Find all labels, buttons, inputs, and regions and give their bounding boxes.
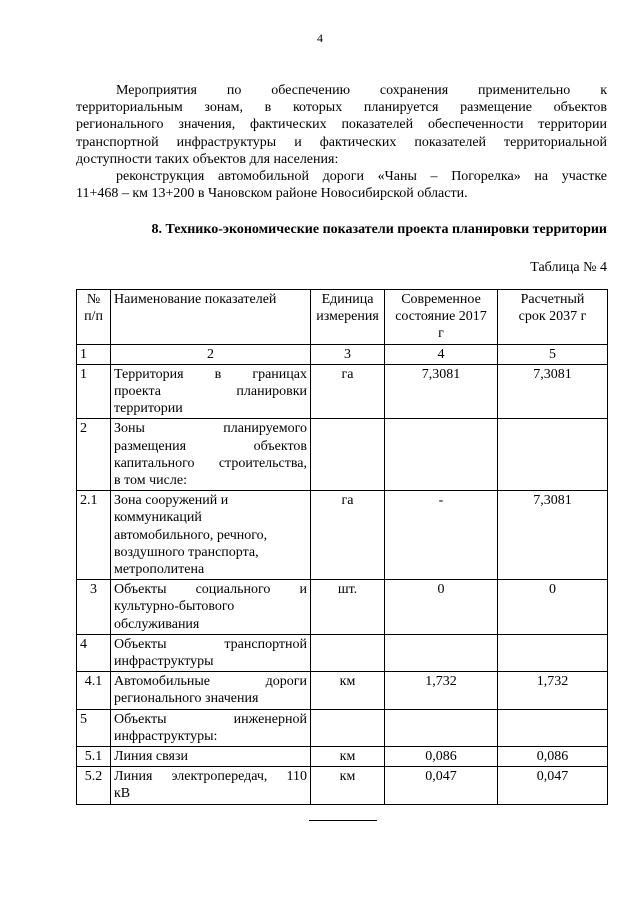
row-number-cell: 4 (77, 634, 111, 671)
row-name-line: коммуникаций (114, 510, 202, 526)
header-text: Единица (321, 292, 374, 307)
row-current-cell: 0,047 (385, 767, 498, 804)
intro-line: Мероприятия по обеспечению сохранения применительно к (116, 83, 607, 98)
row-planned-cell: 0,086 (498, 747, 608, 767)
item-line: 11+468 – км 13+200 в Чановском районе Новосибирской области. (76, 186, 468, 202)
row-current-cell: 0,086 (385, 747, 498, 767)
row-name-line: капитального строительства, (114, 455, 307, 471)
table-row (77, 672, 608, 709)
row-name-cell (111, 491, 311, 580)
row-name-line: Линия электропередач, 110 (114, 769, 307, 785)
row-number-cell: 3 (77, 580, 111, 635)
row-name-line: размещения объектов (114, 438, 307, 454)
row-unit-cell: шт. (311, 580, 385, 635)
header-text: измерения (316, 309, 379, 325)
header-planned (498, 290, 608, 345)
header-text: г (438, 326, 444, 342)
row-unit-cell: км (311, 672, 385, 709)
table-row (77, 419, 608, 491)
index-cell: 1 (77, 344, 111, 364)
section-heading: 8. Технико-экономические показатели проекта планировки территории (151, 222, 607, 237)
row-name-line: Зона сооружений и (114, 493, 229, 509)
header-text: состояние 2017 (395, 309, 487, 325)
header-name: Наименование показателей (111, 290, 311, 345)
row-unit-cell: га (311, 364, 385, 419)
table-row (77, 709, 608, 746)
table-header-row (77, 290, 608, 345)
table-row (77, 580, 608, 635)
row-number-cell: 4.1 (77, 672, 111, 709)
header-num (77, 290, 111, 345)
table-row (77, 364, 608, 419)
row-name-line: Объекты инженерной (114, 711, 307, 727)
row-current-cell: 0 (385, 580, 498, 635)
row-number-cell: 5.1 (77, 747, 111, 767)
row-name-line: Линия связи (114, 749, 189, 765)
row-planned-cell: 0 (498, 580, 608, 635)
row-name-line: Объекты транспортной (114, 636, 307, 652)
row-current-cell (385, 709, 498, 746)
row-planned-cell (498, 709, 608, 746)
row-name-line: Автомобильные дороги (114, 674, 307, 690)
row-name-cell (111, 580, 311, 635)
row-name-line: обслуживания (114, 616, 200, 632)
footer-rule (309, 820, 377, 821)
row-name-cell (111, 672, 311, 709)
table-index-row (77, 344, 608, 364)
row-name-line: в том числе: (114, 473, 187, 489)
row-name-cell (111, 709, 311, 746)
row-unit-cell: км (311, 747, 385, 767)
table-row (77, 767, 608, 804)
row-number-cell: 2 (77, 419, 111, 491)
row-planned-cell: 1,732 (498, 672, 608, 709)
row-name-line: культурно-бытового (114, 599, 235, 615)
index-cell: 5 (498, 344, 608, 364)
row-current-cell: - (385, 491, 498, 580)
row-current-cell: 1,732 (385, 672, 498, 709)
row-name-cell (111, 747, 311, 767)
row-name-line: автомобильного, речного, (114, 527, 268, 543)
item-paragraph (76, 168, 607, 202)
row-unit-cell (311, 709, 385, 746)
row-name-line: воздушного транспорта, (114, 544, 259, 560)
intro-line: территориальным зонам, в которых планируется размещение объектов (76, 100, 607, 116)
row-name-line: инфраструктуры (114, 654, 214, 670)
row-unit-cell: км (311, 767, 385, 804)
row-number-cell: 5.2 (77, 767, 111, 804)
indicators-table (76, 289, 608, 805)
header-text: № (86, 292, 101, 307)
intro-line: доступности таких объектов для населения: (76, 151, 339, 167)
row-planned-cell: 7,3081 (498, 491, 608, 580)
row-name-line: кВ (114, 786, 131, 802)
row-name-cell (111, 419, 311, 491)
header-text: Современное (401, 292, 481, 307)
row-unit-cell (311, 634, 385, 671)
row-name-line: метрополитена (114, 562, 205, 578)
row-number-cell: 5 (77, 709, 111, 746)
row-name-line: Территория в границах (114, 366, 307, 382)
row-name-line: территории (114, 401, 183, 417)
header-text: Расчетный (520, 292, 585, 307)
row-planned-cell (498, 634, 608, 671)
row-number-cell: 2.1 (77, 491, 111, 580)
row-name-line: проекта планировки (114, 384, 307, 400)
index-cell: 4 (385, 344, 498, 364)
row-unit-cell (311, 419, 385, 491)
row-unit-cell: га (311, 491, 385, 580)
row-current-cell (385, 419, 498, 491)
item-line: реконструкция автомобильной дороги «Чаны – Погорелка» на участке (116, 169, 607, 184)
row-name-line: Объекты социального и (114, 582, 307, 598)
row-planned-cell (498, 419, 608, 491)
header-unit (311, 290, 385, 345)
intro-line: транспортной инфраструктуры и фактических показателей территориальной (76, 134, 607, 150)
intro-paragraph (76, 82, 607, 168)
row-name-line: инфраструктуры: (114, 728, 218, 744)
row-name-line: регионального значения (114, 691, 259, 707)
table-row (77, 634, 608, 671)
row-name-cell (111, 634, 311, 671)
row-name-cell (111, 767, 311, 804)
row-current-cell: 7,3081 (385, 364, 498, 419)
index-cell: 3 (311, 344, 385, 364)
row-planned-cell: 0,047 (498, 767, 608, 804)
row-name-line: Зоны планируемого (114, 421, 307, 437)
header-text: п/п (84, 309, 103, 325)
header-text: срок 2037 г (518, 309, 587, 325)
row-number-cell: 1 (77, 364, 111, 419)
row-name-cell (111, 364, 311, 419)
table-label: Таблица № 4 (530, 260, 607, 275)
table-row (77, 491, 608, 580)
index-cell: 2 (111, 344, 311, 364)
table-row (77, 747, 608, 767)
page-number: 4 (317, 31, 323, 45)
header-current (385, 290, 498, 345)
row-planned-cell: 7,3081 (498, 364, 608, 419)
row-current-cell (385, 634, 498, 671)
intro-line: регионального значения, фактических показателей обеспеченности территории (76, 117, 607, 133)
